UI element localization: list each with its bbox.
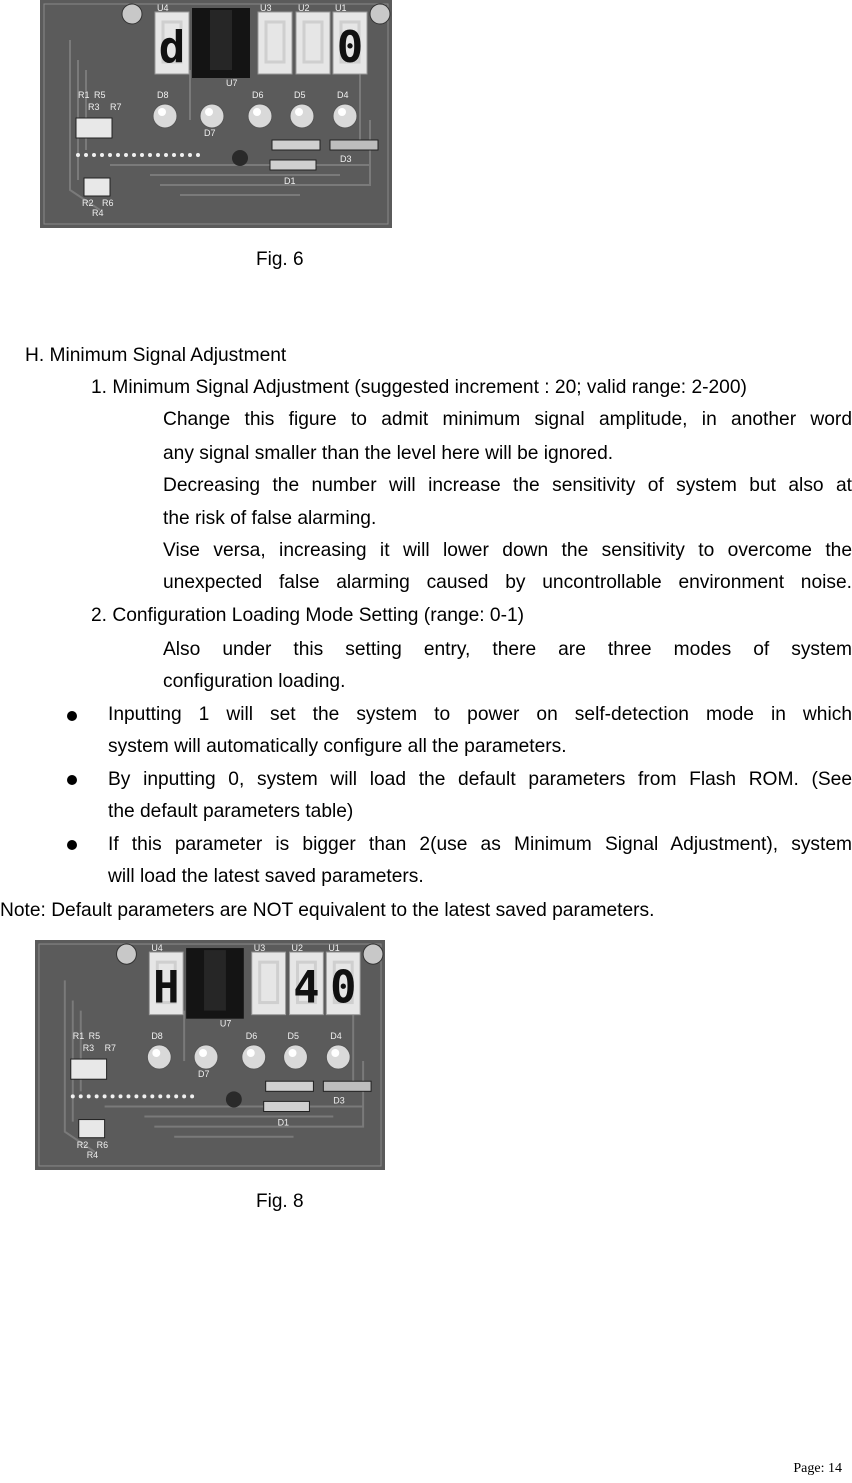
d1-label: D1: [277, 1117, 290, 1128]
resistor-label-r4: R4: [86, 1149, 99, 1160]
capacitor-icon: [232, 150, 248, 166]
resistor-label-r1: R1: [78, 90, 90, 100]
resistor-label-r5: R5: [94, 90, 106, 100]
diode-icon: [323, 1081, 371, 1091]
resistor-label-r6: R6: [96, 1139, 109, 1150]
digit-label: U4: [151, 943, 163, 954]
header-pin: [84, 153, 88, 157]
header-pin: [132, 153, 136, 157]
item-1-line-2: any signal smaller than the level here will be ignored.: [163, 443, 614, 464]
digit-value: 0: [336, 22, 364, 73]
header-pin: [190, 1094, 194, 1098]
digit-value: 4: [293, 962, 320, 1014]
led-highlight: [205, 108, 213, 116]
led-label-d8: D8: [157, 90, 169, 100]
led-highlight: [158, 108, 166, 116]
digit-label: U3: [260, 3, 272, 13]
digit-label: U4: [157, 3, 169, 13]
led-highlight: [289, 1049, 297, 1057]
diode-icon: [270, 160, 316, 170]
led-icon: [242, 1045, 266, 1069]
led-highlight: [295, 108, 303, 116]
diode-icon: [272, 140, 320, 150]
item-1-title: 1. Minimum Signal Adjustment (suggested increment : 20; valid range: 2-200): [91, 377, 747, 398]
header-pin: [182, 1094, 186, 1098]
header-pin: [95, 1094, 99, 1098]
bullet-3-line-2: will load the latest saved parameters.: [108, 866, 424, 887]
header-pin: [142, 1094, 146, 1098]
resistor-label-r4: R4: [92, 208, 104, 218]
bullet-1-line-2: system will automatically configure all the parameters.: [108, 736, 567, 757]
digit-label: U2: [298, 3, 310, 13]
led-highlight: [152, 1049, 160, 1057]
bullet-2-line-2: the default parameters table): [108, 801, 354, 822]
digit-label: U1: [328, 943, 340, 954]
led-label-d4: D4: [330, 1030, 342, 1041]
d3-label: D3: [340, 154, 352, 164]
digit-label: U3: [253, 943, 266, 954]
header-pin: [148, 153, 152, 157]
header-pin: [71, 1094, 75, 1098]
sensor-lens: [210, 10, 232, 70]
header-pin: [76, 153, 80, 157]
item-1-line-3: Decreasing the number will increase the sensitivity of system but also at: [163, 475, 852, 496]
led-label-d7: D7: [198, 1069, 210, 1080]
led-label-d8: D8: [151, 1030, 163, 1041]
item-1-line-5: Vise versa, increasing it will lower down the sensitivity to overcome the: [163, 540, 852, 561]
page-number: Page: 14: [793, 1461, 842, 1476]
digit-label: U2: [291, 943, 303, 954]
bullet-2-line-1: By inputting 0, system will load the default parameters from Flash ROM. (See: [108, 769, 852, 790]
led-icon: [284, 1045, 308, 1069]
screw-icon: [117, 944, 137, 964]
bullet-3-line-1: If this parameter is bigger than 2(use as Minimum Signal Adjustment), system: [108, 834, 852, 855]
header-pin: [79, 1094, 83, 1098]
header-pin: [87, 1094, 91, 1098]
header-pin: [108, 153, 112, 157]
led-highlight: [338, 108, 346, 116]
section-heading: H. Minimum Signal Adjustment: [25, 345, 287, 366]
header-pin: [188, 153, 192, 157]
header-pin: [166, 1094, 170, 1098]
led-icon: [200, 104, 224, 128]
resistor-array: [76, 118, 112, 138]
led-icon: [248, 104, 272, 128]
led-label-d5: D5: [287, 1030, 299, 1041]
led-highlight: [331, 1049, 339, 1057]
led-label-d4: D4: [337, 90, 349, 100]
header-pin: [140, 153, 144, 157]
sensor-lens: [204, 950, 226, 1011]
header-pin: [111, 1094, 115, 1098]
led-icon: [290, 104, 314, 128]
figure-8-caption: Fig. 8: [256, 1191, 304, 1212]
u7-label: U7: [219, 1018, 232, 1029]
header-pin: [156, 153, 160, 157]
item-1-line-1: Change this figure to admit minimum signal amplitude, in another word: [163, 409, 852, 430]
diode-icon: [264, 1101, 310, 1111]
figure-6-caption: Fig. 6: [256, 249, 304, 270]
resistor-label-r3: R3: [82, 1042, 95, 1053]
header-pin: [174, 1094, 178, 1098]
led-highlight: [253, 108, 261, 116]
header-pin: [164, 153, 168, 157]
resistor-label-r6: R6: [102, 198, 114, 208]
bullet-icon: [67, 775, 77, 785]
item-1-line-4: the risk of false alarming.: [163, 508, 377, 529]
led-highlight: [247, 1049, 255, 1057]
header-pin: [180, 153, 184, 157]
led-icon: [194, 1045, 218, 1069]
capacitor-icon: [226, 1091, 242, 1107]
resistor-label-r5: R5: [88, 1030, 101, 1041]
diode-icon: [330, 140, 378, 150]
resistor-label-r3: R3: [88, 102, 100, 112]
resistor-label-r7: R7: [110, 102, 122, 112]
digit-value: 0: [330, 962, 357, 1014]
resistor-array: [84, 178, 110, 196]
bullet-icon: [67, 711, 77, 721]
screw-icon: [370, 4, 390, 24]
led-highlight: [199, 1049, 207, 1057]
led-icon: [147, 1045, 171, 1069]
digit-value: d: [158, 22, 186, 73]
led-icon: [326, 1045, 350, 1069]
led-icon: [153, 104, 177, 128]
header-pin: [134, 1094, 138, 1098]
resistor-label-r7: R7: [104, 1042, 117, 1053]
resistor-label-r2: R2: [82, 198, 94, 208]
bullet-icon: [67, 840, 77, 850]
led-label-d7: D7: [204, 128, 216, 138]
item-2-line-2: configuration loading.: [163, 671, 346, 692]
header-pin: [103, 1094, 107, 1098]
item-2-line-1: Also under this setting entry, there are three modes of system: [163, 639, 852, 660]
resistor-label-r1: R1: [72, 1030, 85, 1041]
figure-6-photo: [40, 0, 392, 228]
screw-icon: [122, 4, 142, 24]
header-pin: [124, 153, 128, 157]
led-label-d6: D6: [245, 1030, 258, 1041]
header-pin: [150, 1094, 154, 1098]
d1-label: D1: [284, 176, 296, 186]
header-pin: [196, 153, 200, 157]
header-pin: [119, 1094, 123, 1098]
item-2-title: 2. Configuration Loading Mode Setting (range: 0-1): [91, 605, 525, 626]
led-label-d5: D5: [294, 90, 306, 100]
resistor-array: [79, 1120, 105, 1138]
u7-label: U7: [226, 78, 238, 88]
d3-label: D3: [333, 1095, 345, 1106]
header-pin: [158, 1094, 162, 1098]
header-pin: [100, 153, 104, 157]
led-label-d6: D6: [252, 90, 264, 100]
resistor-array: [71, 1059, 107, 1079]
header-pin: [126, 1094, 130, 1098]
header-pin: [172, 153, 176, 157]
bullet-1-line-1: Inputting 1 will set the system to power on self-detection mode in which: [108, 704, 852, 725]
resistor-label-r2: R2: [76, 1139, 89, 1150]
digit-value: H: [153, 962, 180, 1014]
figure-8-photo: [35, 940, 385, 1170]
digit-label: U1: [335, 3, 347, 13]
diode-icon: [266, 1081, 314, 1091]
item-1-line-6: unexpected false alarming caused by uncontrollable environment noise.: [163, 572, 852, 593]
led-icon: [333, 104, 357, 128]
note: Note: Default parameters are NOT equivalent to the latest saved parameters.: [0, 900, 655, 921]
header-pin: [92, 153, 96, 157]
screw-icon: [363, 944, 383, 964]
header-pin: [116, 153, 120, 157]
